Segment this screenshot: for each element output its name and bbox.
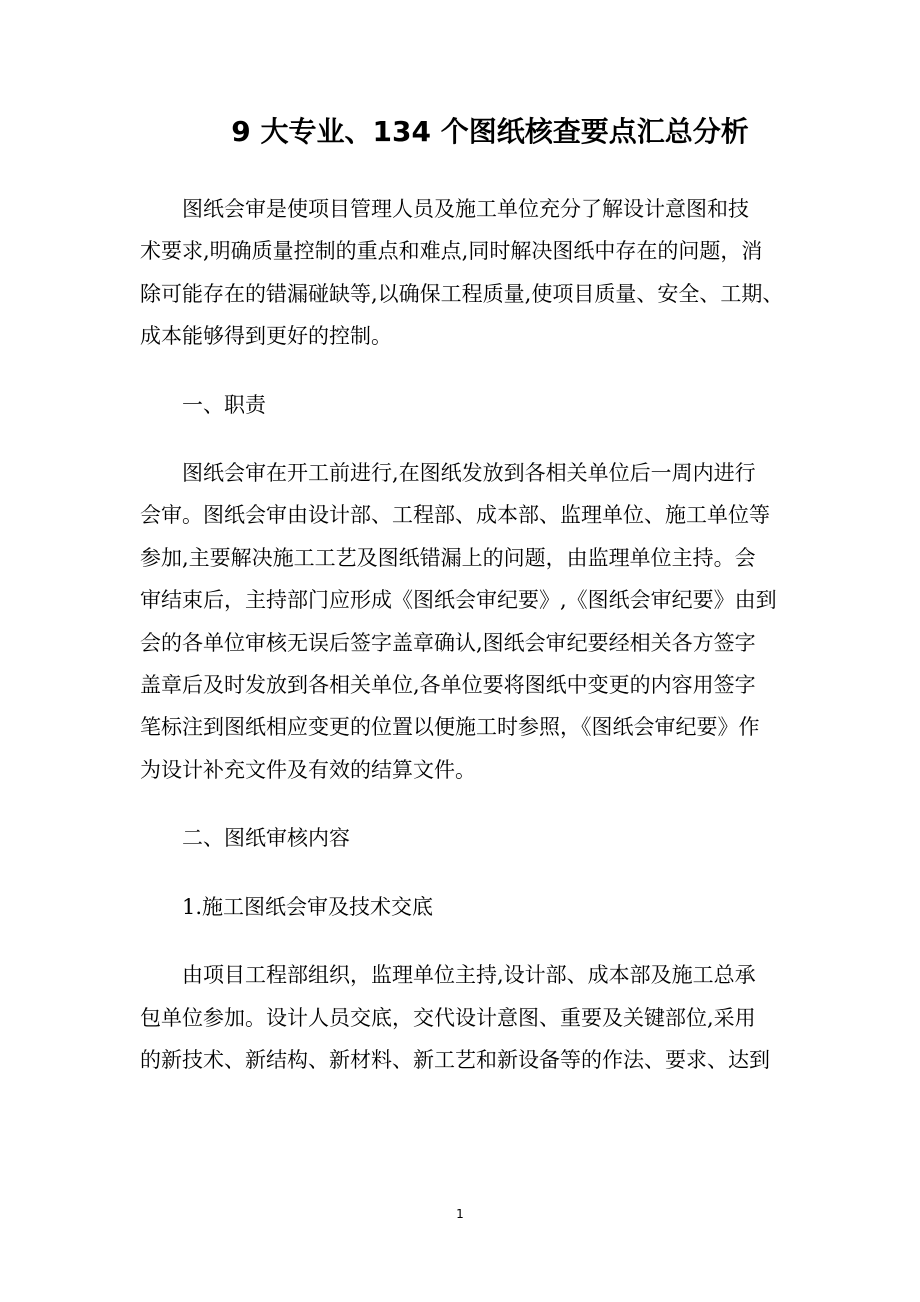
text-line: 由项目工程部组织，监理单位主持,设计部、成本部及施工总承 <box>182 963 756 988</box>
document-body <box>140 188 800 1081</box>
document-title: 9 大专业、134 个图纸核查要点汇总分析 <box>231 115 749 148</box>
section-heading-review-content <box>140 817 800 859</box>
text-line: 审结束后，主持部门应形成《图纸会审纪要》,《图纸会审纪要》由到 <box>140 588 777 613</box>
text-line: 笔标注到图纸相应变更的位置以便施工时参照，《图纸会审纪要》作 <box>140 715 760 740</box>
text-line: 一、职责 <box>182 392 266 417</box>
text-line: 盖章后及时发放到各相关单位,各单位要将图纸中变更的内容用签字 <box>140 673 756 698</box>
text-line: 的新技术、新结构、新材料、新工艺和新设备等的作法、要求、达到 <box>140 1047 770 1072</box>
text-line: 1.施工图纸会审及技术交底 <box>182 894 434 919</box>
text-line: 参加,主要解决施工工艺及图纸错漏上的问题，由监理单位主持。会 <box>140 545 756 570</box>
paragraph-drawing-review <box>140 954 800 1081</box>
subsection-heading-drawing-review <box>140 886 800 928</box>
text-line: 二、图纸审核内容 <box>182 826 350 851</box>
text-line: 会的各单位审核无误后签字盖章确认,图纸会审纪要经相关各方签字 <box>140 630 756 655</box>
page-number: 1 <box>456 1207 464 1221</box>
text-line: 包单位参加。设计人员交底，交代设计意图、重要及关键部位,采用 <box>140 1005 756 1030</box>
text-line: 成本能够得到更好的控制。 <box>140 324 392 349</box>
paragraph-intro <box>140 188 800 358</box>
text-line: 图纸会审在开工前进行,在图纸发放到各相关单位后一周内进行 <box>182 461 756 486</box>
text-line: 为设计补充文件及有效的结算文件。 <box>140 757 476 782</box>
text-line: 会审。图纸会审由设计部、工程部、成本部、监理单位、施工单位等 <box>140 503 770 528</box>
paragraph-duties <box>140 452 800 791</box>
section-heading-duties <box>140 384 800 426</box>
text-line: 图纸会审是使项目管理人员及施工单位充分了解设计意图和技 <box>182 197 749 221</box>
text-line: 除可能存在的错漏碰缺等,以确保工程质量,使项目质量、安全、工期、 <box>140 281 784 306</box>
text-line: 术要求,明确质量控制的重点和难点,同时解决图纸中存在的问题，消 <box>140 239 763 264</box>
